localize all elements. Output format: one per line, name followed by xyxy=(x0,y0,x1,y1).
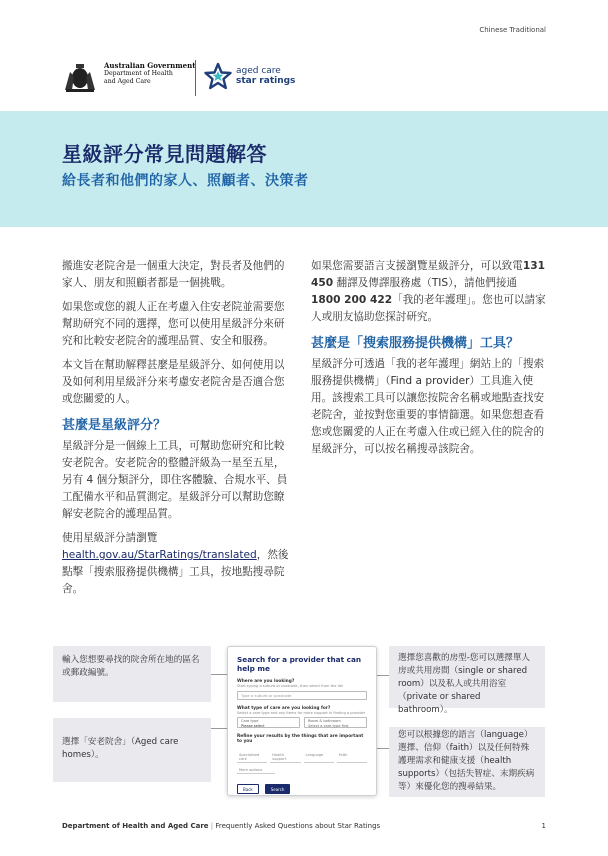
left-column xyxy=(62,258,295,605)
star-logo-line-1: aged care xyxy=(236,66,281,76)
coat-of-arms-icon xyxy=(62,62,98,94)
callout-care-type: 選擇「安老院舍」（Aged care homes）。 xyxy=(53,718,211,782)
location-input[interactable]: Type a suburb or postcode xyxy=(237,691,367,700)
research-paragraph: 如果您或您的親人正在考慮入住安老院並需要您幫助研究不同的選擇，您可以使用星級評分來研究和比較安老院舍的護理品質、安全和服務。 xyxy=(62,301,285,347)
room-type-select[interactable]: Room & bathroom Select a care type first xyxy=(304,717,367,728)
intro-paragraph: 搬進安老院舍是一個重大決定，對長者及他們的家人、朋友和照顧者都是一個挑戰。 xyxy=(62,260,285,289)
star-icon xyxy=(204,62,232,90)
title-banner xyxy=(0,111,608,227)
find-provider-description: 星級評分可透過「我的老年護理」網站上的「搜索服務提供機構」（Find a provider）工具進入使用。該搜索工具可以讓您按院舍名稱或地點查找安老院舍，並按對您重要的事情篩選。如果您想查看您或您關愛的人正在考慮入住或已經入住的院舍的星級評分，可以按名稱搜尋該院舍。 xyxy=(311,358,545,455)
location-hint: Start typing a suburb or postcode, then select from the list xyxy=(237,684,343,688)
dept-line-2: and Aged Care xyxy=(104,78,151,85)
search-button[interactable]: Search xyxy=(265,784,291,794)
find-provider-heading: 甚麼是「搜索服務提供機構」工具？ xyxy=(311,336,520,351)
form-title: Search for a provider that can help me xyxy=(237,655,362,673)
footer: Department of Health and Aged Care | Frequently Asked Questions about Star Ratings xyxy=(62,822,381,830)
language-filter[interactable]: Language xyxy=(304,752,334,763)
care-type-question: What type of care are you looking for? xyxy=(237,705,331,711)
logo-divider xyxy=(195,60,196,96)
back-button[interactable]: Back xyxy=(237,784,259,794)
star-logo-line-2: star ratings xyxy=(236,76,296,86)
star-ratings-description: 星級評分是一個線上工具，可幫助您研究和比較安老院舍。安老院舍的整體評級為一星至五星，另有 4 個分類評分，即住客體驗、合規水平、員工配備水平和品質測定。星級評分可以幫助您瞭解安老院舍的護理品質。 xyxy=(62,440,288,520)
faith-filter[interactable]: Faith xyxy=(337,752,367,763)
what-is-star-ratings-heading: 甚麼是星級評分？ xyxy=(62,418,167,433)
footer-document-title: Frequently Asked Questions about Star Ratings xyxy=(215,822,381,830)
callout-room-type: 選擇您喜歡的房型-您可以選擇單人房或共用房間（single or shared room）以及私人或共用浴室（private or shared bathroom）。 xyxy=(389,646,545,708)
care-type-hint: Select a care type and any items for more support in finding a provider xyxy=(237,710,366,715)
page-number: 1 xyxy=(541,822,546,830)
callout-location: 輸入您想要尋找的院舍所在地的區名或郵政編號。 xyxy=(53,646,211,702)
australian-government-logo xyxy=(62,62,195,94)
star-ratings-logo xyxy=(204,62,295,90)
refine-question: Refine your results by the things that are important to you xyxy=(237,734,364,744)
specialised-care-filter[interactable]: Specialised care xyxy=(237,752,267,763)
how-to-use-paragraph: 使用星級評分請瀏覽health.gov.au/StarRatings/translated，然後點擊「搜索服務提供機構」工具，按地點搜尋院舍。 xyxy=(62,532,289,595)
dept-line-1: Department of Health xyxy=(104,70,173,77)
search-provider-form-mockup xyxy=(227,646,377,796)
page-subtitle: 給長者和他們的家人、照顧者、決策者 xyxy=(62,173,309,189)
gov-title: Australian Government xyxy=(104,61,196,70)
purpose-paragraph: 本文旨在幫助解釋甚麼是星級評分、如何使用以及如何利用星級評分來考慮安老院舍是否適合您或您關愛的人。 xyxy=(62,359,285,405)
language-support-paragraph: 如果您需要語言支援瀏覽星級評分，可以致電131 450 翻譯及傳譯服務處（TIS），請他們接通1800 200 422「我的老年護理」。您也可以請家人或朋友協助您探討研究。 xyxy=(311,260,546,323)
star-ratings-link[interactable]: health.gov.au/StarRatings/translated xyxy=(62,549,257,561)
tis-number: 131 450 xyxy=(311,260,545,289)
health-support-filter[interactable]: Health support xyxy=(270,752,300,763)
callout-refine: 您可以根據您的語言（language）選擇、信仰（faith）以及任何特殊護理需求和健康支援（health supports）（包括失智症、末期疾病等）來優化您的搜尋結果。 xyxy=(389,727,545,797)
care-type-select[interactable]: Care type Please select xyxy=(237,717,300,728)
location-question: Where are you looking? xyxy=(237,679,295,684)
language-label: Chinese Traditional xyxy=(479,26,546,34)
more-options-filter[interactable]: More options xyxy=(237,767,275,774)
page-title: 星級評分常見問題解答 xyxy=(62,142,267,166)
right-column xyxy=(311,258,546,465)
footer-department: Department of Health and Aged Care xyxy=(62,822,209,830)
my-aged-care-number: 1800 200 422 xyxy=(311,294,393,306)
